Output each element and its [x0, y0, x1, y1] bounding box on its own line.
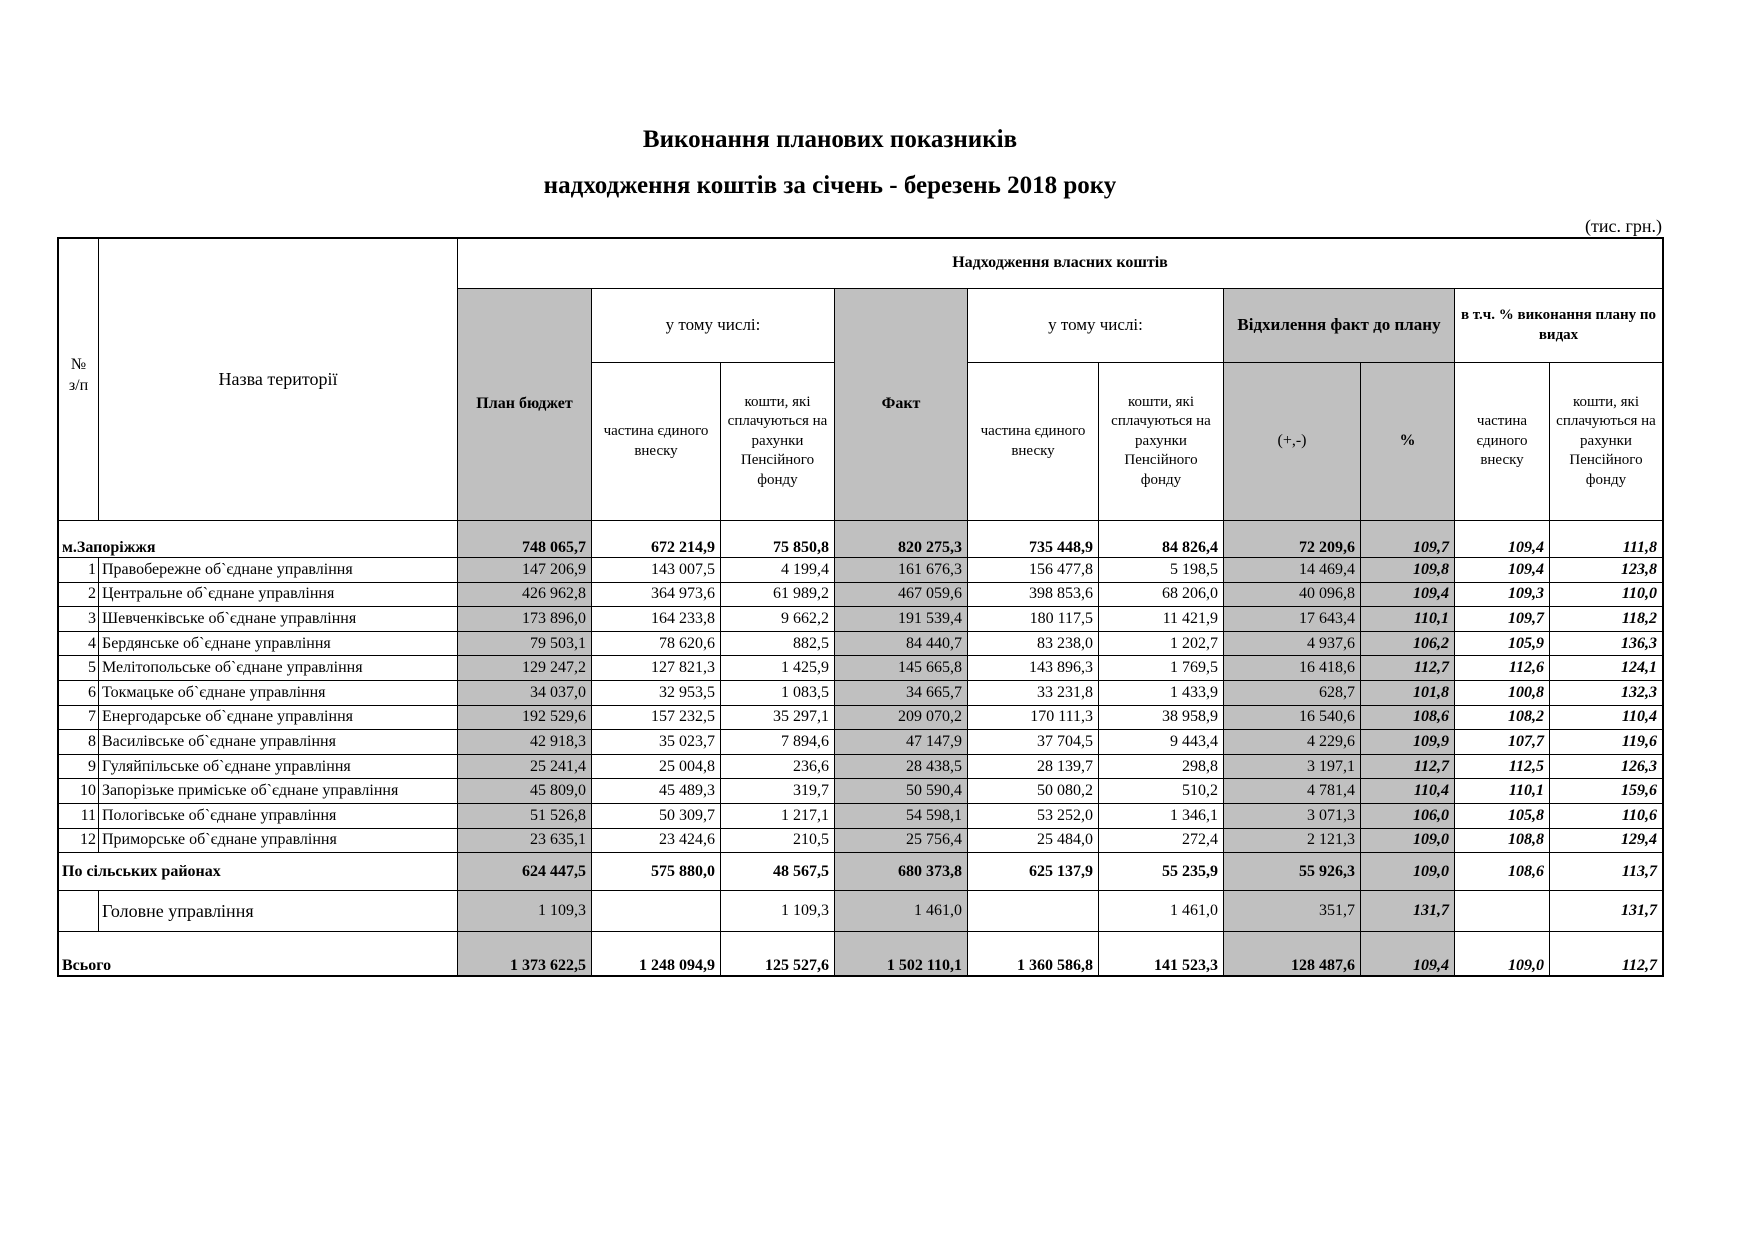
col-header-deviation: Відхилення факт до плану [1224, 289, 1455, 363]
cell-diff: 4 937,6 [1224, 631, 1361, 656]
cell-fact-single: 83 238,0 [968, 631, 1099, 656]
cell-plan: 34 037,0 [458, 680, 592, 705]
cell-plan: 45 809,0 [458, 779, 592, 804]
cell-single: 25 004,8 [592, 754, 721, 779]
cell-single: 32 953,5 [592, 680, 721, 705]
cell-fact-single: 180 117,5 [968, 607, 1099, 632]
cell-plan: 129 247,2 [458, 656, 592, 681]
main-office-row [59, 891, 1663, 932]
table-row [59, 558, 1663, 583]
cell-fact: 467 059,6 [835, 582, 968, 607]
cell-fact-pension: 1 461,0 [1099, 891, 1224, 932]
cell-pct-single: 108,8 [1455, 828, 1550, 853]
cell-fact: 680 373,8 [835, 853, 968, 891]
row-number: 1 [59, 558, 99, 583]
territory-name: Мелітопольське об`єднане управління [99, 656, 458, 681]
cell-pct: 109,7 [1361, 521, 1455, 558]
cell-pct: 131,7 [1361, 891, 1455, 932]
cell-fact: 54 598,1 [835, 803, 968, 828]
cell-single: 164 233,8 [592, 607, 721, 632]
cell-fact-single: 625 137,9 [968, 853, 1099, 891]
cell-fact-single: 50 080,2 [968, 779, 1099, 804]
cell-fact-pension: 141 523,3 [1099, 932, 1224, 976]
cell-pension: 75 850,8 [721, 521, 835, 558]
cell-fact: 161 676,3 [835, 558, 968, 583]
cell-pct-pension: 110,4 [1550, 705, 1663, 730]
cell-plan: 1 109,3 [458, 891, 592, 932]
cell-fact: 28 438,5 [835, 754, 968, 779]
cell-pct-pension: 118,2 [1550, 607, 1663, 632]
units-label: (тис. грн.) [1585, 216, 1662, 236]
cell-pct-pension: 111,8 [1550, 521, 1663, 558]
cell-pension: 319,7 [721, 779, 835, 804]
cell-plan: 192 529,6 [458, 705, 592, 730]
cell-diff: 3 071,3 [1224, 803, 1361, 828]
cell-fact: 145 665,8 [835, 656, 968, 681]
cell-diff: 628,7 [1224, 680, 1361, 705]
cell-pension: 125 527,6 [721, 932, 835, 976]
cell-single: 1 248 094,9 [592, 932, 721, 976]
cell-pct-pension: 110,0 [1550, 582, 1663, 607]
cell-fact: 209 070,2 [835, 705, 968, 730]
row-number: 2 [59, 582, 99, 607]
header-row-1 [59, 239, 1663, 289]
row-number: 10 [59, 779, 99, 804]
cell-fact-pension: 5 198,5 [1099, 558, 1224, 583]
cell-fact-single [968, 891, 1099, 932]
territory-name: Головне управління [99, 891, 458, 932]
cell-pct-single: 105,9 [1455, 631, 1550, 656]
cell-fact-pension: 55 235,9 [1099, 853, 1224, 891]
col-header-single-2: частина єдиного внеску [968, 363, 1099, 521]
cell-diff: 16 540,6 [1224, 705, 1361, 730]
col-header-plan: План бюджет [458, 289, 592, 521]
cell-plan: 23 635,1 [458, 828, 592, 853]
cell-pct-single: 109,4 [1455, 521, 1550, 558]
city-total-row [59, 521, 1663, 558]
table-row [59, 582, 1663, 607]
cell-pct-single: 109,4 [1455, 558, 1550, 583]
col-header-pension-2: кошти, які сплачуються на рахунки Пенсійного фонду [1099, 363, 1224, 521]
cell-fact-single: 37 704,5 [968, 730, 1099, 755]
page-title: Виконання планових показників [642, 126, 1018, 153]
cell-pct: 112,7 [1361, 656, 1455, 681]
cell-pct-pension: 136,3 [1550, 631, 1663, 656]
territory-name: Енергодарське об`єднане управління [99, 705, 458, 730]
cell-pct-pension: 124,1 [1550, 656, 1663, 681]
cell-pct-pension: 112,7 [1550, 932, 1663, 976]
table-row [59, 779, 1663, 804]
cell-single: 575 880,0 [592, 853, 721, 891]
col-header-territory: Назва території [99, 239, 458, 521]
cell-fact-pension: 1 433,9 [1099, 680, 1224, 705]
cell-diff: 72 209,6 [1224, 521, 1361, 558]
cell-diff: 55 926,3 [1224, 853, 1361, 891]
grand-total-row [59, 932, 1663, 976]
row-number: 3 [59, 607, 99, 632]
cell-plan: 79 503,1 [458, 631, 592, 656]
cell-single: 157 232,5 [592, 705, 721, 730]
col-header-num: № з/п [59, 239, 99, 521]
cell-fact-pension: 1 202,7 [1099, 631, 1224, 656]
cell-diff: 351,7 [1224, 891, 1361, 932]
cell-diff: 4 229,6 [1224, 730, 1361, 755]
cell-fact-single: 170 111,3 [968, 705, 1099, 730]
row-number: 8 [59, 730, 99, 755]
table-row [59, 607, 1663, 632]
col-header-including-2: у тому числі: [968, 289, 1224, 363]
cell-plan: 42 918,3 [458, 730, 592, 755]
territory-name: Шевченківське об`єднане управління [99, 607, 458, 632]
cell-pension: 1 425,9 [721, 656, 835, 681]
cell-plan: 1 373 622,5 [458, 932, 592, 976]
cell-pct: 109,9 [1361, 730, 1455, 755]
cell-pct-pension: 131,7 [1550, 891, 1663, 932]
table-row [59, 680, 1663, 705]
cell-pct-pension: 129,4 [1550, 828, 1663, 853]
cell-pension: 1 083,5 [721, 680, 835, 705]
col-header-single-3: частина єдиного внеску [1455, 363, 1550, 521]
cell-pension: 236,6 [721, 754, 835, 779]
cell-pct-single: 108,6 [1455, 853, 1550, 891]
territory-name: Гуляйпільське об`єднане управління [99, 754, 458, 779]
cell-diff: 3 197,1 [1224, 754, 1361, 779]
cell-single: 78 620,6 [592, 631, 721, 656]
territory-name: Всього [59, 932, 458, 976]
cell-pct-single: 109,3 [1455, 582, 1550, 607]
cell-fact-pension: 11 421,9 [1099, 607, 1224, 632]
cell-pension: 210,5 [721, 828, 835, 853]
cell-pct-pension: 110,6 [1550, 803, 1663, 828]
col-header-including-1: у тому числі: [592, 289, 835, 363]
cell-single [592, 891, 721, 932]
territory-name: Запорізьке приміське об`єднане управління [99, 779, 458, 804]
territory-name: м.Запоріжжя [59, 521, 458, 558]
cell-fact-pension: 1 346,1 [1099, 803, 1224, 828]
table-row [59, 705, 1663, 730]
cell-pct: 109,8 [1361, 558, 1455, 583]
cell-fact-single: 398 853,6 [968, 582, 1099, 607]
cell-diff: 2 121,3 [1224, 828, 1361, 853]
cell-plan: 624 447,5 [458, 853, 592, 891]
cell-single: 364 973,6 [592, 582, 721, 607]
cell-pct-single: 107,7 [1455, 730, 1550, 755]
page-subtitle: надходження коштів за січень - березень 2018 року [543, 172, 1117, 199]
cell-plan: 25 241,4 [458, 754, 592, 779]
cell-fact-pension: 68 206,0 [1099, 582, 1224, 607]
cell-fact: 1 502 110,1 [835, 932, 968, 976]
cell-fact-pension: 1 769,5 [1099, 656, 1224, 681]
cell-pct-single: 110,1 [1455, 779, 1550, 804]
cell-plan: 426 962,8 [458, 582, 592, 607]
cell-pct-single: 112,6 [1455, 656, 1550, 681]
row-number [59, 891, 99, 932]
cell-fact-pension: 272,4 [1099, 828, 1224, 853]
cell-single: 143 007,5 [592, 558, 721, 583]
cell-plan: 173 896,0 [458, 607, 592, 632]
col-header-pension-3: кошти, які сплачуються на рахунки Пенсійного фонду [1550, 363, 1663, 521]
cell-fact: 47 147,9 [835, 730, 968, 755]
cell-pct: 106,0 [1361, 803, 1455, 828]
col-header-fact: Факт [835, 289, 968, 521]
territory-name: Бердянське об`єднане управління [99, 631, 458, 656]
cell-fact-single: 735 448,9 [968, 521, 1099, 558]
table-row [59, 656, 1663, 681]
col-header-diff: (+,-) [1224, 363, 1361, 521]
row-number: 5 [59, 656, 99, 681]
territory-name: Токмацьке об`єднане управління [99, 680, 458, 705]
cell-pension: 1 109,3 [721, 891, 835, 932]
cell-pension: 882,5 [721, 631, 835, 656]
cell-fact-single: 25 484,0 [968, 828, 1099, 853]
col-header-by-type: в т.ч. % виконання плану по видах [1455, 289, 1663, 363]
cell-pension: 9 662,2 [721, 607, 835, 632]
cell-pct-single: 112,5 [1455, 754, 1550, 779]
cell-fact: 34 665,7 [835, 680, 968, 705]
table-row [59, 754, 1663, 779]
cell-single: 23 424,6 [592, 828, 721, 853]
cell-fact-single: 28 139,7 [968, 754, 1099, 779]
cell-fact-pension: 84 826,4 [1099, 521, 1224, 558]
cell-pct: 109,0 [1361, 853, 1455, 891]
cell-fact: 1 461,0 [835, 891, 968, 932]
cell-fact-single: 53 252,0 [968, 803, 1099, 828]
cell-fact: 84 440,7 [835, 631, 968, 656]
cell-pct-single: 108,2 [1455, 705, 1550, 730]
cell-pct: 101,8 [1361, 680, 1455, 705]
territory-name: Приморське об`єднане управління [99, 828, 458, 853]
cell-diff: 14 469,4 [1224, 558, 1361, 583]
cell-fact-pension: 298,8 [1099, 754, 1224, 779]
cell-single: 35 023,7 [592, 730, 721, 755]
table-row [59, 631, 1663, 656]
col-header-single-1: частина єдиного внеску [592, 363, 721, 521]
cell-single: 127 821,3 [592, 656, 721, 681]
cell-pct-single: 100,8 [1455, 680, 1550, 705]
cell-pension: 7 894,6 [721, 730, 835, 755]
cell-plan: 748 065,7 [458, 521, 592, 558]
cell-pct: 108,6 [1361, 705, 1455, 730]
cell-plan: 51 526,8 [458, 803, 592, 828]
cell-pct: 109,0 [1361, 828, 1455, 853]
row-number: 7 [59, 705, 99, 730]
territory-name: Пологівське об`єднане управління [99, 803, 458, 828]
territory-name: По сільських районах [59, 853, 458, 891]
row-number: 12 [59, 828, 99, 853]
cell-pct-single [1455, 891, 1550, 932]
rural-total-row [59, 853, 1663, 891]
row-number: 6 [59, 680, 99, 705]
cell-diff: 128 487,6 [1224, 932, 1361, 976]
cell-pct-pension: 119,6 [1550, 730, 1663, 755]
cell-fact-single: 156 477,8 [968, 558, 1099, 583]
cell-fact: 50 590,4 [835, 779, 968, 804]
cell-pct-single: 109,0 [1455, 932, 1550, 976]
row-number: 11 [59, 803, 99, 828]
col-header-pension-1: кошти, які сплачуються на рахунки Пенсійного фонду [721, 363, 835, 521]
cell-pension: 4 199,4 [721, 558, 835, 583]
cell-pension: 61 989,2 [721, 582, 835, 607]
cell-fact-single: 33 231,8 [968, 680, 1099, 705]
territory-name: Василівське об`єднане управління [99, 730, 458, 755]
cell-diff: 16 418,6 [1224, 656, 1361, 681]
cell-pct-pension: 159,6 [1550, 779, 1663, 804]
cell-pension: 48 567,5 [721, 853, 835, 891]
cell-pct: 106,2 [1361, 631, 1455, 656]
cell-single: 50 309,7 [592, 803, 721, 828]
cell-pct-single: 105,8 [1455, 803, 1550, 828]
cell-fact-single: 143 896,3 [968, 656, 1099, 681]
cell-fact: 191 539,4 [835, 607, 968, 632]
cell-pension: 1 217,1 [721, 803, 835, 828]
cell-pct: 110,1 [1361, 607, 1455, 632]
row-number: 9 [59, 754, 99, 779]
cell-fact: 25 756,4 [835, 828, 968, 853]
cell-pct-pension: 123,8 [1550, 558, 1663, 583]
cell-pct: 110,4 [1361, 779, 1455, 804]
cell-fact-pension: 9 443,4 [1099, 730, 1224, 755]
cell-single: 45 489,3 [592, 779, 721, 804]
cell-pct: 109,4 [1361, 932, 1455, 976]
cell-pct: 109,4 [1361, 582, 1455, 607]
cell-fact: 820 275,3 [835, 521, 968, 558]
col-header-pct: % [1361, 363, 1455, 521]
cell-diff: 17 643,4 [1224, 607, 1361, 632]
cell-pension: 35 297,1 [721, 705, 835, 730]
territory-name: Правобережне об`єднане управління [99, 558, 458, 583]
cell-pct-pension: 113,7 [1550, 853, 1663, 891]
cell-pct: 112,7 [1361, 754, 1455, 779]
cell-diff: 4 781,4 [1224, 779, 1361, 804]
cell-single: 672 214,9 [592, 521, 721, 558]
cell-diff: 40 096,8 [1224, 582, 1361, 607]
col-header-own-funds: Надходження власних коштів [458, 239, 1663, 289]
cell-fact-single: 1 360 586,8 [968, 932, 1099, 976]
table-row [59, 803, 1663, 828]
row-number: 4 [59, 631, 99, 656]
table-row [59, 730, 1663, 755]
cell-plan: 147 206,9 [458, 558, 592, 583]
table-row [59, 828, 1663, 853]
cell-pct-single: 109,7 [1455, 607, 1550, 632]
cell-pct-pension: 126,3 [1550, 754, 1663, 779]
cell-fact-pension: 510,2 [1099, 779, 1224, 804]
report-table [58, 238, 1663, 976]
cell-fact-pension: 38 958,9 [1099, 705, 1224, 730]
cell-pct-pension: 132,3 [1550, 680, 1663, 705]
territory-name: Центральне об`єднане управління [99, 582, 458, 607]
